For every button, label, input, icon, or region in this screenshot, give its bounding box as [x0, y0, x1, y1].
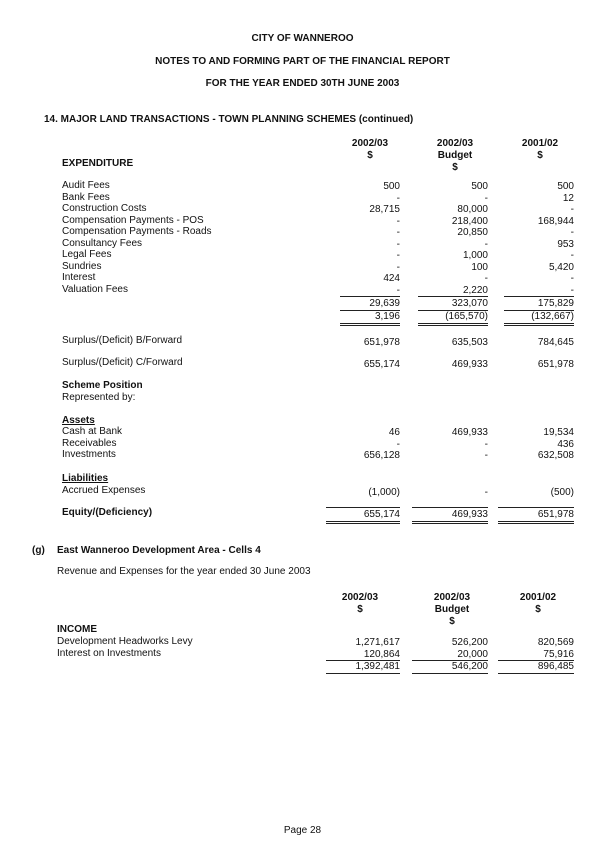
section-14-title: 14. MAJOR LAND TRANSACTIONS - TOWN PLANNING SCHEMES (continued)	[44, 114, 414, 125]
income-row-label: Interest on Investments	[57, 648, 161, 659]
rule	[504, 296, 574, 297]
expenditure-row-value: -	[570, 204, 574, 215]
g-col-header-2001: 2001/02 $	[519, 592, 557, 615]
liabilities-heading: Liabilities	[62, 473, 109, 484]
g-col-header-2002-actual: 2002/03 $	[341, 592, 379, 615]
expenditure-row-value: 5,420	[548, 261, 574, 273]
section-g-subtitle: Revenue and Expenses for the year ended 30 June 2003	[57, 566, 311, 577]
expenditure-row-value: -	[396, 250, 400, 261]
expenditure-row-value: 424	[383, 273, 400, 284]
liability-2002: (1,000)	[368, 487, 400, 498]
expenditure-row-value: 500	[471, 181, 488, 192]
represented-by-label: Represented by:	[62, 392, 136, 403]
col-header-2002-budget: 2002/03 Budget $	[436, 138, 474, 173]
expenditure-row-label: Valuation Fees	[62, 283, 128, 295]
expenditure-row-label: Compensation Payments - POS	[62, 214, 204, 226]
expenditure-row-value: 500	[557, 181, 574, 192]
expenditure-row-label: Bank Fees	[62, 191, 110, 203]
expenditure-row-value: -	[396, 192, 400, 204]
report-period: FOR THE YEAR ENDED 30TH JUNE 2003	[205, 78, 400, 89]
surplus-cf-label: Surplus/(Deficit) C/Forward	[62, 357, 183, 368]
expenditure-row-label: Compensation Payments - Roads	[62, 226, 212, 237]
scheme-position-heading: Scheme Position	[62, 380, 143, 391]
rule	[326, 507, 400, 508]
expenditure-row-value: -	[570, 273, 574, 284]
asset-row-value: -	[396, 438, 400, 450]
expenditure-row-value: 953	[557, 238, 574, 250]
expenditure-row-label: Audit Fees	[62, 180, 110, 191]
asset-row-label: Receivables	[62, 437, 117, 449]
income-value: 120,864	[363, 649, 400, 660]
rule	[418, 323, 488, 324]
expenditure-row-value: 80,000	[457, 204, 488, 215]
col-header-2001: 2001/02 $	[521, 138, 559, 161]
asset-row-value: 46	[388, 427, 400, 438]
income-row-label: Development Headworks Levy	[57, 636, 193, 647]
income-value: 526,200	[451, 637, 488, 648]
expenditure-row-value: -	[396, 284, 400, 296]
expenditure-heading: EXPENDITURE	[62, 158, 134, 169]
total-expenditure-2002: 29,639	[369, 298, 400, 309]
equity-2001: 651,978	[537, 509, 574, 520]
expenditure-row-label: Sundries	[62, 260, 102, 272]
surplus-cf-budget: 469,933	[451, 359, 488, 370]
expenditure-row-value: 1,000	[462, 250, 488, 261]
total-income-2001: 896,485	[537, 661, 574, 672]
income-value: 75,916	[543, 649, 574, 660]
g-col-header-2002-budget: 2002/03 Budget $	[433, 592, 471, 627]
expenditure-row-value: -	[570, 284, 574, 296]
rule	[412, 521, 488, 522]
income-value: 820,569	[537, 637, 574, 648]
asset-row-label: Cash at Bank	[62, 426, 123, 437]
surplus-cf-2002: 655,174	[363, 359, 400, 370]
income-value: 1,271,617	[355, 637, 400, 648]
income-heading: INCOME	[57, 624, 97, 635]
expenditure-row-label: Consultancy Fees	[62, 237, 143, 249]
rule	[326, 673, 400, 674]
rule	[498, 673, 574, 674]
equity-label: Equity/(Deficiency)	[62, 507, 153, 518]
expenditure-row-value: -	[570, 227, 574, 238]
rule	[504, 323, 574, 324]
expenditure-row-value: -	[396, 227, 400, 238]
rule	[498, 507, 574, 508]
asset-row-value: 656,128	[363, 450, 400, 461]
rule	[504, 325, 574, 326]
expenditure-row-value: -	[570, 250, 574, 261]
surplus-bf-budget: 635,503	[451, 337, 488, 348]
equity-budget: 469,933	[451, 509, 488, 520]
expenditure-row-value: -	[396, 238, 400, 250]
rule	[326, 521, 400, 522]
expenditure-row-value: -	[484, 273, 488, 284]
total-income-2002: 1,392,481	[355, 661, 400, 672]
expenditure-row-value: 168,944	[537, 215, 574, 227]
total-expenditure-2001: 175,829	[537, 298, 574, 309]
expenditure-row-value: 28,715	[369, 204, 400, 215]
asset-row-value: 19,534	[543, 427, 574, 438]
asset-row-value: -	[484, 450, 488, 461]
rule	[340, 296, 400, 297]
equity-2002: 655,174	[363, 509, 400, 520]
rule	[498, 523, 574, 524]
total-income-budget: 546,200	[451, 661, 488, 672]
total-expenditure-budget: 323,070	[451, 298, 488, 309]
rule	[412, 523, 488, 524]
income-value: 20,000	[457, 649, 488, 660]
expenditure-row-value: 12	[562, 192, 574, 204]
rule	[340, 323, 400, 324]
page-number: Page 28	[283, 825, 322, 836]
rule	[418, 325, 488, 326]
expenditure-row-value: 500	[383, 181, 400, 192]
surplus-cf-2001: 651,978	[537, 359, 574, 370]
surplus-bf-label: Surplus/(Deficit) B/Forward	[62, 335, 183, 346]
expenditure-row-value: -	[484, 238, 488, 250]
expenditure-row-value: -	[484, 192, 488, 204]
expenditure-row-value: -	[396, 215, 400, 227]
expenditure-row-value: 2,220	[462, 284, 488, 296]
expenditure-row-label: Interest	[62, 272, 96, 283]
section-g-title: East Wanneroo Development Area - Cells 4	[57, 545, 261, 556]
rule	[412, 673, 488, 674]
asset-row-label: Investments	[62, 449, 116, 460]
rule	[340, 325, 400, 326]
rule	[412, 507, 488, 508]
asset-row-value: -	[484, 438, 488, 450]
expenditure-row-value: 218,400	[451, 215, 488, 227]
net-2002: 3,196	[374, 311, 400, 322]
liability-budget: -	[484, 487, 488, 498]
asset-row-value: 436	[557, 438, 574, 450]
rule	[418, 296, 488, 297]
liability-2001: (500)	[550, 487, 574, 498]
expenditure-row-value: 100	[471, 261, 488, 273]
report-org: CITY OF WANNEROO	[251, 33, 354, 44]
expenditure-row-value: -	[396, 261, 400, 273]
assets-heading: Assets	[62, 415, 95, 426]
surplus-bf-2001: 784,645	[537, 337, 574, 348]
net-budget: (165,570)	[445, 311, 488, 322]
col-header-2002-actual: 2002/03 $	[351, 138, 389, 161]
rule	[498, 521, 574, 522]
report-notes-title: NOTES TO AND FORMING PART OF THE FINANCIAL REPORT	[155, 56, 450, 67]
expenditure-row-value: 20,850	[457, 227, 488, 238]
liability-label: Accrued Expenses	[62, 485, 146, 496]
surplus-bf-2002: 651,978	[363, 337, 400, 348]
section-g-marker: (g)	[32, 545, 45, 556]
net-2001: (132,667)	[531, 311, 574, 322]
asset-row-value: 632,508	[537, 450, 574, 461]
expenditure-row-label: Construction Costs	[62, 203, 147, 214]
expenditure-row-label: Legal Fees	[62, 249, 112, 260]
asset-row-value: 469,933	[451, 427, 488, 438]
rule	[326, 523, 400, 524]
